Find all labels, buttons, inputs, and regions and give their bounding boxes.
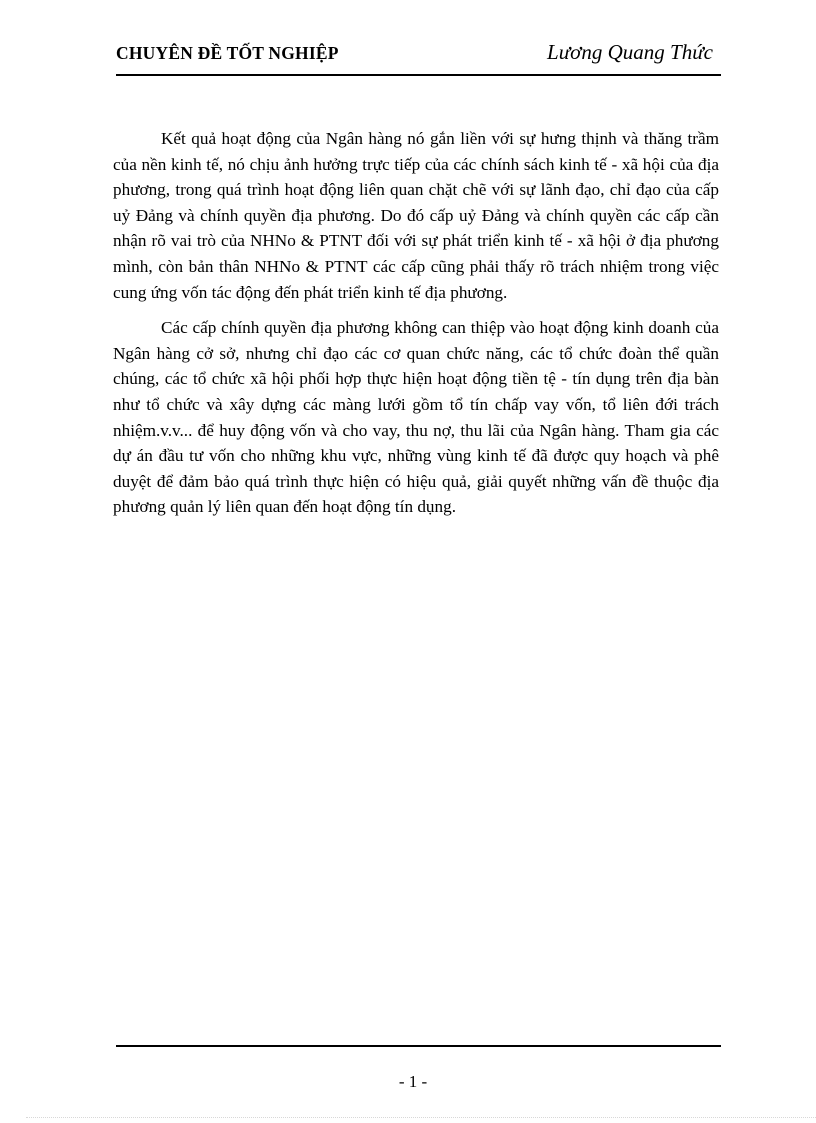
paragraph-1: Kết quả hoạt động của Ngân hàng nó gắn liền với sự hưng thịnh và thăng trầm của nền kinh tế, nó chịu ảnh hưởng trực tiếp của các chính sách kinh tế - xã hội của địa phương, trong quá trình hoạt động liên quan chặt chẽ với sự lãnh đạo, chỉ đạo của cấp uỷ Đảng và chính quyền địa phương. Do đó cấp uỷ Đảng và chính quyền các cấp cần nhận rõ vai trò của NHNo & PTNT đối với sự phát triển kinh tế - xã hội ở địa phương mình, còn bản thân NHNo & PTNT các cấp cũng phải thấy rõ trách nhiệm trong việc cung ứng vốn tác động đến phát triển kinh tế địa phương. bbox=[113, 129, 719, 302]
page-number: - 1 - bbox=[398, 1072, 428, 1091]
page-header bbox=[116, 38, 721, 76]
document-type-title: CHUYÊN ĐỀ TỐT NGHIỆP bbox=[116, 43, 339, 63]
page-edge-dotted-line bbox=[26, 1117, 816, 1118]
author-name: Lương Quang Thức bbox=[547, 40, 713, 64]
footer-divider bbox=[116, 1045, 721, 1047]
document-body bbox=[113, 126, 719, 530]
paragraph-2: Các cấp chính quyền địa phương không can thiệp vào hoạt động kinh doanh của Ngân hàng cở sở, nhưng chỉ đạo các cơ quan chức năng, các tổ chức đoàn thể quần chúng, các tổ chức xã hội phối hợp thực hiện hoạt động tiền tệ - tín dụng trên địa bàn như tổ chức và xây dựng các màng lưới gồm tổ tín chấp vay vốn, tổ liên đới trách nhiệm.v.v... để huy động vốn và cho vay, thu nợ, thu lãi của Ngân hàng. Tham gia các dự án đầu tư vốn cho những khu vực, những vùng kinh tế đã được quy hoạch và phê duyệt để đảm bảo quá trình thực hiện có hiệu quả, giải quyết những vấn đề thuộc địa phương quản lý liên quan đến hoạt động tín dụng. bbox=[113, 318, 719, 517]
